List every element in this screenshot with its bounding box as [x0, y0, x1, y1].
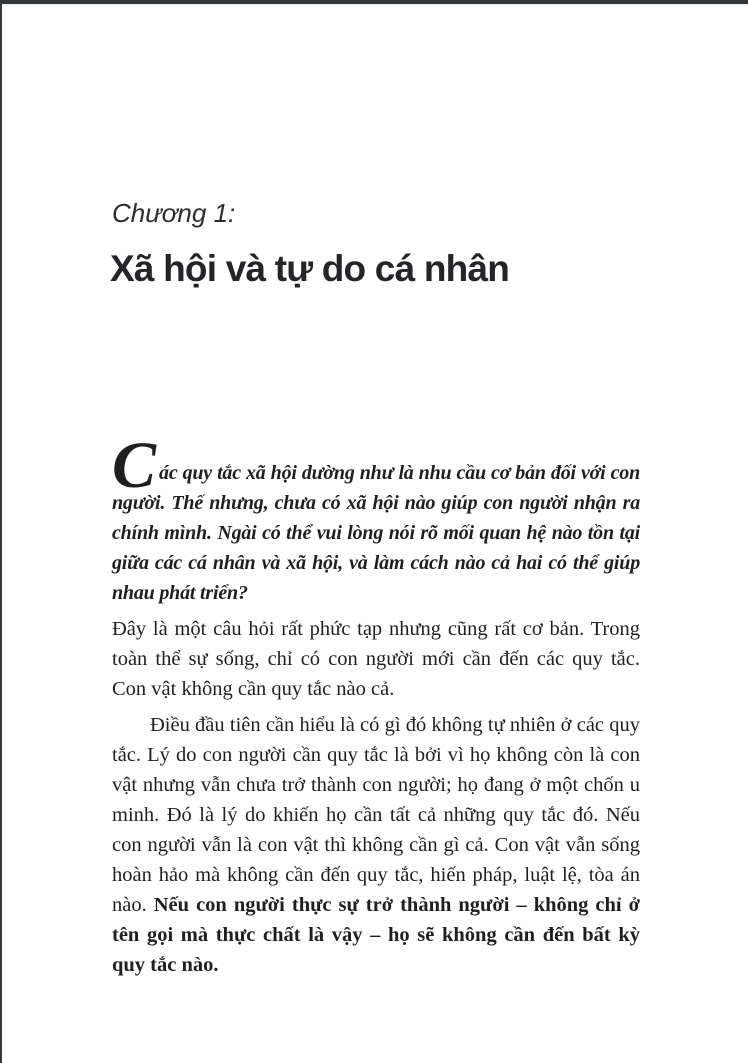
page-left-edge [0, 0, 2, 1063]
lead-initial-cap: C [112, 429, 157, 502]
chapter-title: Xã hội và tự do cá nhân [110, 248, 510, 289]
paragraph-2: Đây là một câu hỏi rất phức tạp nhưng cũng rất cơ bản. Trong toàn thể sự sống, chỉ có con người mới cần đến các quy tắc. Con vật không cần quy tắc nào cả. [112, 618, 640, 700]
paragraph-3-text: Điều đầu tiên cần hiểu là có gì đó không tự nhiên ở các quy tắc. Lý do con người cần quy tắc là bởi vì họ không còn là con vật nhưng vẫn chưa trở thành con người; họ đang ở một chốn u minh. Đó là lý do khiến họ cần tất cả những quy tắc đó. Nếu con người vẫn là con vật thì không cần gì cả. Con vật vẫn sống hoàn hảo mà không cần đến quy tắc, hiến pháp, luật lệ, tòa án nào. [112, 714, 640, 916]
lead-paragraph [112, 429, 640, 608]
lead-paragraph-text: ác quy tắc xã hội dường như là nhu cầu cơ bản đối với con người. Thế nhưng, chưa có xã hội nào giúp con người nhận ra chính mình. Ngài có thể vui lòng nói rõ mối quan hệ nào tồn tại giữa các cá nhân và xã hội, và làm cách nào cả hai có thể giúp nhau phát triển? [112, 462, 640, 604]
paragraph-3 [112, 710, 640, 980]
page-top-edge-shadow [0, 4, 748, 6]
chapter-label: Chương 1: [112, 198, 236, 228]
body-text [112, 429, 640, 980]
paragraph-3-bold-text: Nếu con người thực sự trở thành người – không chỉ ở tên gọi mà thực chất là vậy – họ sẽ không cần đến bất kỳ quy tắc nào. [112, 894, 640, 976]
